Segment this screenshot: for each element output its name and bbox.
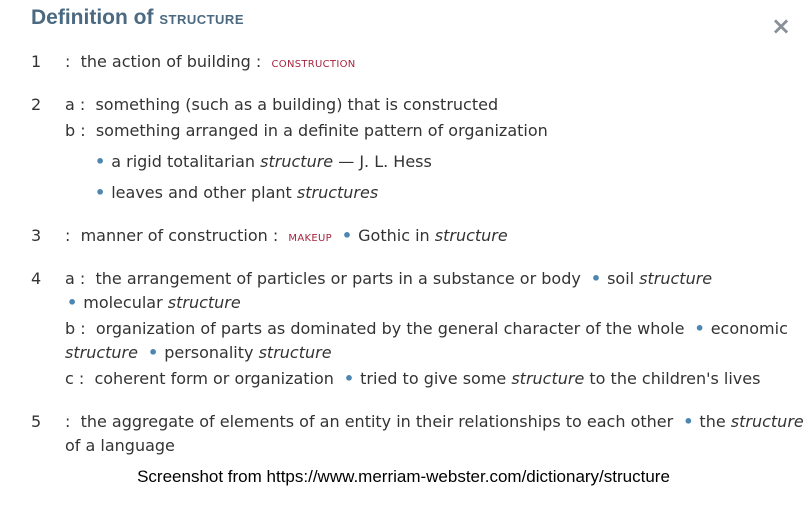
sense-3	[65, 226, 508, 247]
sense-4c	[65, 369, 760, 389]
bullet-icon: •	[67, 293, 78, 312]
sense-2b-text: something arranged in a definite pattern of organization	[95, 121, 548, 140]
sense-5-text: the aggregate of elements of an entity in their relationships to each other	[80, 412, 674, 431]
example-keyword: structure	[511, 369, 585, 388]
example-text: leaves and other plant	[111, 183, 292, 202]
example-4a-2	[67, 293, 241, 313]
screenshot-caption: Screenshot from https://www.merriam-webster.com/dictionary/structure	[137, 467, 670, 486]
sense-number-4: 4	[31, 269, 42, 288]
bullet-icon: •	[341, 226, 353, 245]
example-keyword: structure	[434, 226, 508, 245]
sense-4a-text: the arrangement of particles or parts in a substance or body	[95, 269, 581, 288]
close-icon[interactable]: ×	[770, 12, 792, 40]
sense-2b-letter: b	[65, 121, 76, 140]
sense-4c-colon: :	[78, 369, 85, 388]
sense-4a-colon: :	[79, 269, 86, 288]
bullet-icon: •	[590, 269, 602, 288]
bullet-icon: •	[694, 319, 705, 338]
example-text: a rigid totalitarian	[111, 152, 256, 171]
sense-2a-letter: a	[65, 95, 75, 114]
example-text: tried to give some	[360, 369, 507, 388]
sense-2a-colon: :	[79, 95, 86, 114]
example-5-cont: of a language	[65, 436, 175, 455]
sense-number-5: 5	[31, 412, 42, 431]
example-keyword: structure	[260, 152, 334, 171]
sense-4a-letter: a	[65, 269, 75, 288]
bullet-icon: •	[95, 152, 106, 171]
bullet-icon: •	[343, 369, 355, 388]
sense-2b-colon: :	[80, 121, 86, 140]
example-keyword: structures	[296, 183, 379, 202]
example-keyword: structure	[730, 412, 804, 431]
example-2b-2	[95, 183, 378, 203]
sense-4b-text: organization of parts as dominated by the general character of the whole	[95, 319, 685, 338]
sense-4b-letter: b	[65, 319, 76, 338]
example-keyword: structure	[65, 343, 138, 362]
page-title	[31, 6, 244, 30]
example-keyword: structure	[639, 269, 713, 288]
bullet-icon: •	[683, 412, 694, 431]
example-text-tail: to the children's lives	[589, 369, 761, 388]
xref-makeup-link[interactable]: makeup	[288, 229, 332, 245]
bullet-icon: •	[147, 343, 159, 362]
example-text: economic	[710, 319, 788, 338]
example-keyword: structure	[167, 293, 241, 312]
example-attribution: — J. L. Hess	[338, 152, 432, 171]
sense-number-3: 3	[31, 226, 42, 245]
sense-5-colon: :	[65, 412, 71, 431]
sense-number-1: 1	[31, 52, 42, 71]
example-text: personality	[164, 343, 254, 362]
sense-4c-text: coherent form or organization	[94, 369, 334, 388]
sense-5	[65, 412, 804, 432]
example-keyword: structure	[258, 343, 332, 362]
sense-4b-colon: :	[80, 319, 86, 338]
example-text: soil	[607, 269, 635, 288]
headword: structure	[159, 8, 244, 28]
sense-1-text: the action of building :	[80, 52, 262, 71]
sense-number-2: 2	[31, 95, 42, 114]
sense-3-text: manner of construction :	[80, 226, 279, 245]
sense-4b	[65, 319, 788, 339]
sense-3-colon: :	[65, 226, 71, 245]
sense-2a	[65, 95, 498, 115]
xref-construction-link[interactable]: construction	[271, 55, 356, 71]
example-2b-1	[95, 152, 432, 172]
sense-1-colon: :	[65, 52, 71, 71]
sense-2a-text: something (such as a building) that is constructed	[95, 95, 499, 114]
example-4b-cont	[65, 343, 332, 363]
sense-1	[65, 52, 356, 73]
bullet-icon: •	[95, 183, 106, 202]
sense-4c-letter: c	[65, 369, 74, 388]
title-prefix: Definition of	[31, 6, 154, 29]
example-text: molecular	[83, 293, 163, 312]
sense-4a	[65, 269, 712, 289]
sense-2b	[65, 121, 548, 141]
example-text: Gothic in	[358, 226, 430, 245]
example-text: the	[699, 412, 726, 431]
